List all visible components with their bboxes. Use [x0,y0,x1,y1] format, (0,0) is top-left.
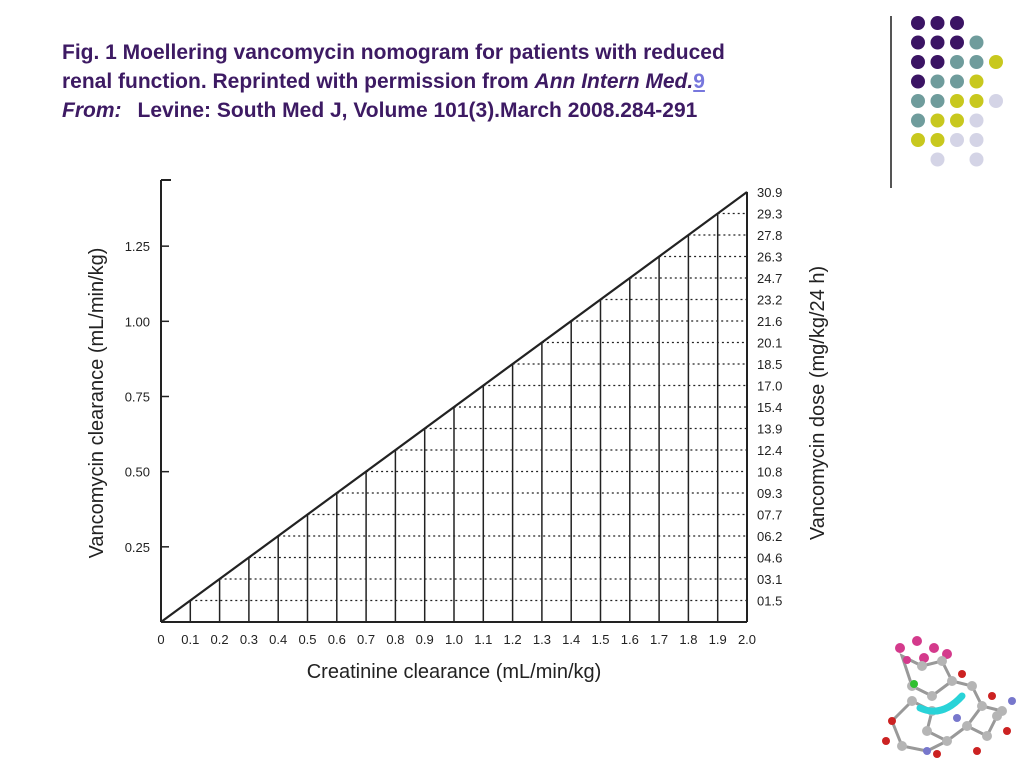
slide-citation-line [62,96,852,125]
decor-dot-teal [911,94,925,108]
y-tick-label: 1.00 [124,314,150,330]
x-tick-label: 0.2 [210,632,229,647]
x-tick-label: 0.3 [239,632,258,647]
journal-name: Ann Intern Med. [534,70,694,93]
decor-dot-lavender [989,94,1003,108]
decor-dot-purple [950,36,964,50]
slide-header [62,38,852,125]
slide-title-line1: Fig. 1 Moellering vancomycin nomogram for patients with reduced [62,41,725,64]
x-tick-label: 1.4 [562,632,581,647]
decor-dot-lavender [931,153,945,167]
decor-dot-purple [931,36,945,50]
decor-dot-olive [931,133,945,147]
decor-dot-olive [970,75,984,89]
slide-title-line2 [62,67,852,96]
x-tick-label: 1.6 [620,632,639,647]
y2-tick-label: 01.5 [757,593,783,609]
y2-tick-label: 07.7 [757,507,783,523]
decor-dot-teal [931,75,945,89]
y-tick-label: 0.50 [124,464,150,480]
y2-tick-label: 03.1 [757,572,783,588]
decor-dot-purple [911,55,925,69]
x-tick-label: 0.1 [181,632,200,647]
decor-dot-purple [931,55,945,69]
y2-tick-label: 17.0 [757,378,783,394]
y2-tick-label: 12.4 [757,443,783,459]
x-tick-label: 1.1 [474,632,493,647]
decorative-divider [890,16,892,188]
decor-dot-olive [950,114,964,128]
y2-tick-label: 23.2 [757,292,783,308]
y2-tick-label: 15.4 [757,400,783,416]
y2-tick-label: 26.3 [757,249,783,265]
x-tick-label: 0.4 [269,632,288,647]
grid-layer [190,192,747,622]
decor-dot-olive [970,94,984,108]
decor-dot-teal [931,94,945,108]
x-tick-label: 1.8 [679,632,698,647]
decor-dot-teal [970,55,984,69]
x-tick-label: 1.3 [532,632,551,647]
x-tick-label: 1.0 [444,632,464,647]
y2-tick-label: 21.6 [757,314,783,330]
decor-dot-teal [950,55,964,69]
x-tick-label: 1.9 [708,632,727,647]
decorative-dot-grid [900,12,1010,172]
decor-dot-teal [970,36,984,50]
decor-dot-olive [950,94,964,108]
x-tick-label: 0 [157,632,165,647]
x-tick-label: 0.6 [327,632,346,647]
x-tick-label: 2.0 [737,632,757,647]
y2-tick-label: 10.8 [757,464,783,480]
y2-tick-label: 24.7 [757,271,783,287]
y2-tick-label: 18.5 [757,357,783,373]
x-tick-label: 0.8 [386,632,405,647]
y2-tick-label: 27.8 [757,228,783,244]
x-axis-label: Creatinine clearance (mL/min/kg) [306,661,602,683]
decor-dot-olive [989,55,1003,69]
decor-dot-purple [931,16,945,30]
decor-dot-lavender [970,114,984,128]
x-tick-label: 1.2 [503,632,522,647]
y-axis-label: Vancomycin clearance (mL/min/kg) [86,247,108,559]
vancomycin-molecule-icon [872,626,1022,766]
y2-tick-label: 04.6 [757,550,783,566]
title-line2-prefix: renal function. Reprinted with permission from [62,70,535,93]
y2-tick-label: 30.9 [757,185,783,201]
y2-tick-label: 13.9 [757,421,783,437]
y2-tick-label: 20.1 [757,335,783,351]
x-tick-label: 0.7 [357,632,376,647]
decor-dot-purple [911,75,925,89]
x-tick-label: 0.9 [415,632,434,647]
decor-dot-olive [911,133,925,147]
citation-text: Levine: South Med J, Volume 101(3).March 2008.284-291 [137,99,698,122]
y2-axis-label: Vancomycin dose (mg/kg/24 h) [807,265,829,541]
decor-dot-olive [931,114,945,128]
nomogram-chart [70,170,860,690]
y-tick-label: 1.25 [124,239,150,255]
decor-dot-lavender [950,133,964,147]
y-tick-label: 0.75 [124,389,150,405]
reference-link[interactable]: 9 [693,70,705,93]
y2-tick-label: 29.3 [757,206,783,222]
decor-dot-lavender [970,153,984,167]
x-tick-label: 1.7 [650,632,669,647]
x-tick-label: 0.5 [298,632,317,647]
from-label: From: [62,99,122,122]
x-tick-label: 1.5 [591,632,610,647]
decor-dot-purple [911,36,925,50]
y2-tick-label: 06.2 [757,529,783,545]
y-tick-label: 0.25 [124,539,150,555]
decor-dot-purple [950,16,964,30]
decor-dot-teal [911,114,925,128]
decor-dot-teal [950,75,964,89]
y2-tick-label: 09.3 [757,486,783,502]
decor-dot-purple [911,16,925,30]
decor-dot-lavender [970,133,984,147]
